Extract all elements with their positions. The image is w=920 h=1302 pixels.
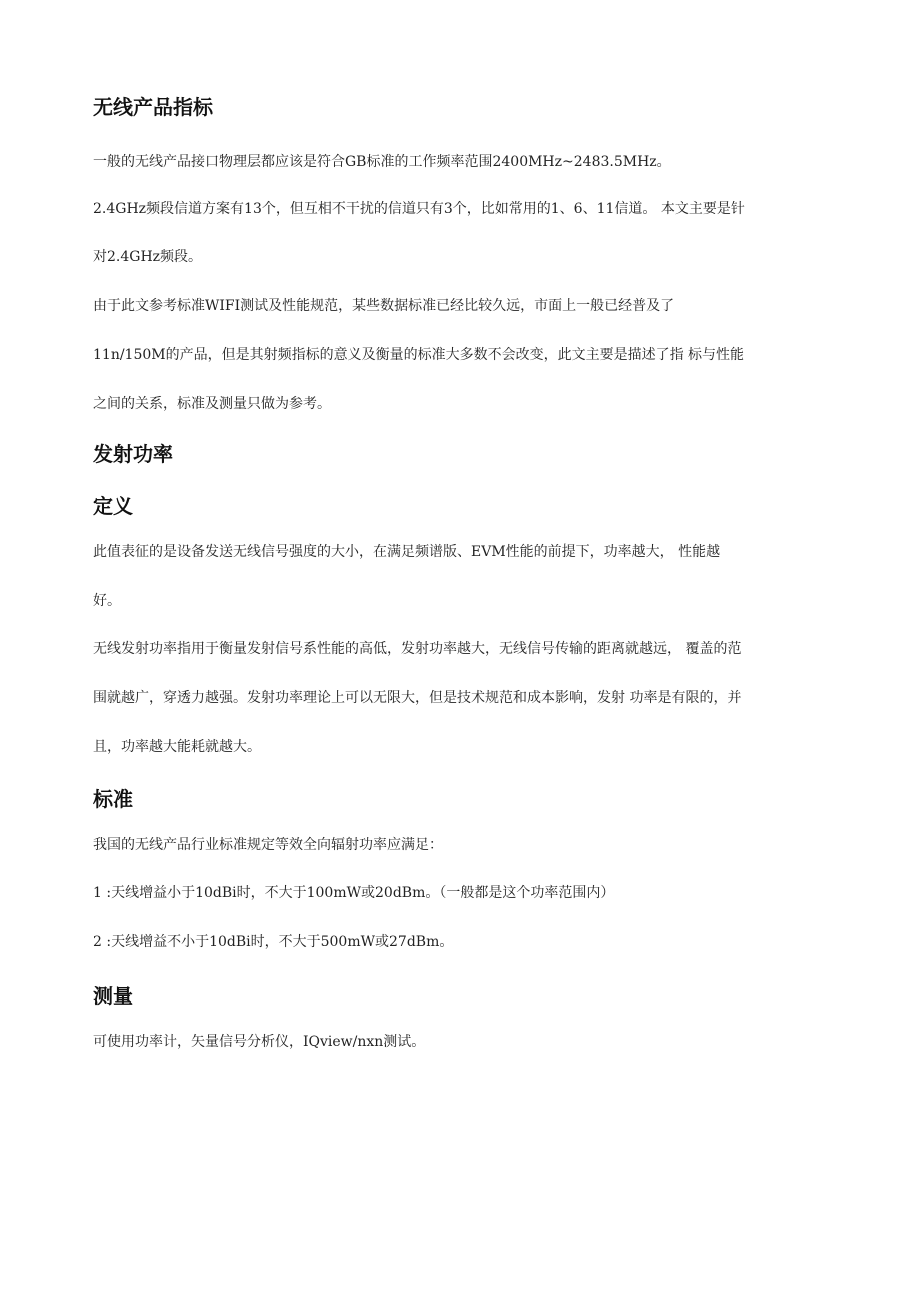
document-title: 无线产品指标 (93, 95, 213, 119)
subsection-heading-definition: 定义 (93, 494, 133, 518)
intro-paragraph-line: 由于此文参考标准WIFI测试及性能规范，某些数据标准已经比较久远，市面上一般已经普及了 (93, 298, 675, 314)
definition-paragraph-line: 好。 (93, 593, 121, 609)
definition-paragraph-line: 此值表征的是设备发送无线信号强度的大小，在满足频谱版、EVM性能的前提下，功率越大， 性能越 (93, 544, 721, 560)
measurement-paragraph-line: 可使用功率计，矢量信号分析仪，IQview/nxn测试。 (93, 1034, 426, 1050)
definition-paragraph-line: 围就越广，穿透力越强。发射功率理论上可以无限大，但是技术规范和成本影响，发射 功率是有限的，并 (93, 690, 742, 706)
intro-paragraph-line: 一般的无线产品接口物理层都应该是符合GB标准的工作频率范围2400MHz~2483.5MHz。 (93, 154, 671, 170)
intro-paragraph-line: 之间的关系，标准及测量只做为参考。 (93, 396, 331, 412)
subsection-heading-measurement: 测量 (93, 984, 133, 1008)
subsection-heading-standard: 标准 (93, 787, 133, 811)
standard-list-item: 1 :天线增益小于10dBi时，不大于100mW或20dBm。（一般都是这个功率范围内） (93, 885, 615, 901)
definition-paragraph-line: 无线发射功率指用于衡量发射信号系性能的高低，发射功率越大，无线信号传输的距离就越远， 覆盖的范 (93, 641, 742, 657)
intro-paragraph-line: 2.4GHz频段信道方案有13个，但互相不干扰的信道只有3个，比如常用的1、6、11信道。 本文主要是针 (93, 201, 745, 217)
section-heading-tx-power: 发射功率 (93, 442, 173, 466)
intro-paragraph-line: 对2.4GHz频段。 (93, 249, 203, 265)
definition-paragraph-line: 且，功率越大能耗就越大。 (93, 739, 261, 755)
standard-paragraph-line: 我国的无线产品行业标准规定等效全向辐射功率应满足： (93, 837, 443, 853)
intro-paragraph-line: 11n/150M的产品，但是其射频指标的意义及衡量的标准大多数不会改变，此文主要是描述了指 标与性能 (93, 347, 745, 363)
standard-list-item: 2 :天线增益不小于10dBi时，不大于500mW或27dBm。 (93, 934, 454, 950)
